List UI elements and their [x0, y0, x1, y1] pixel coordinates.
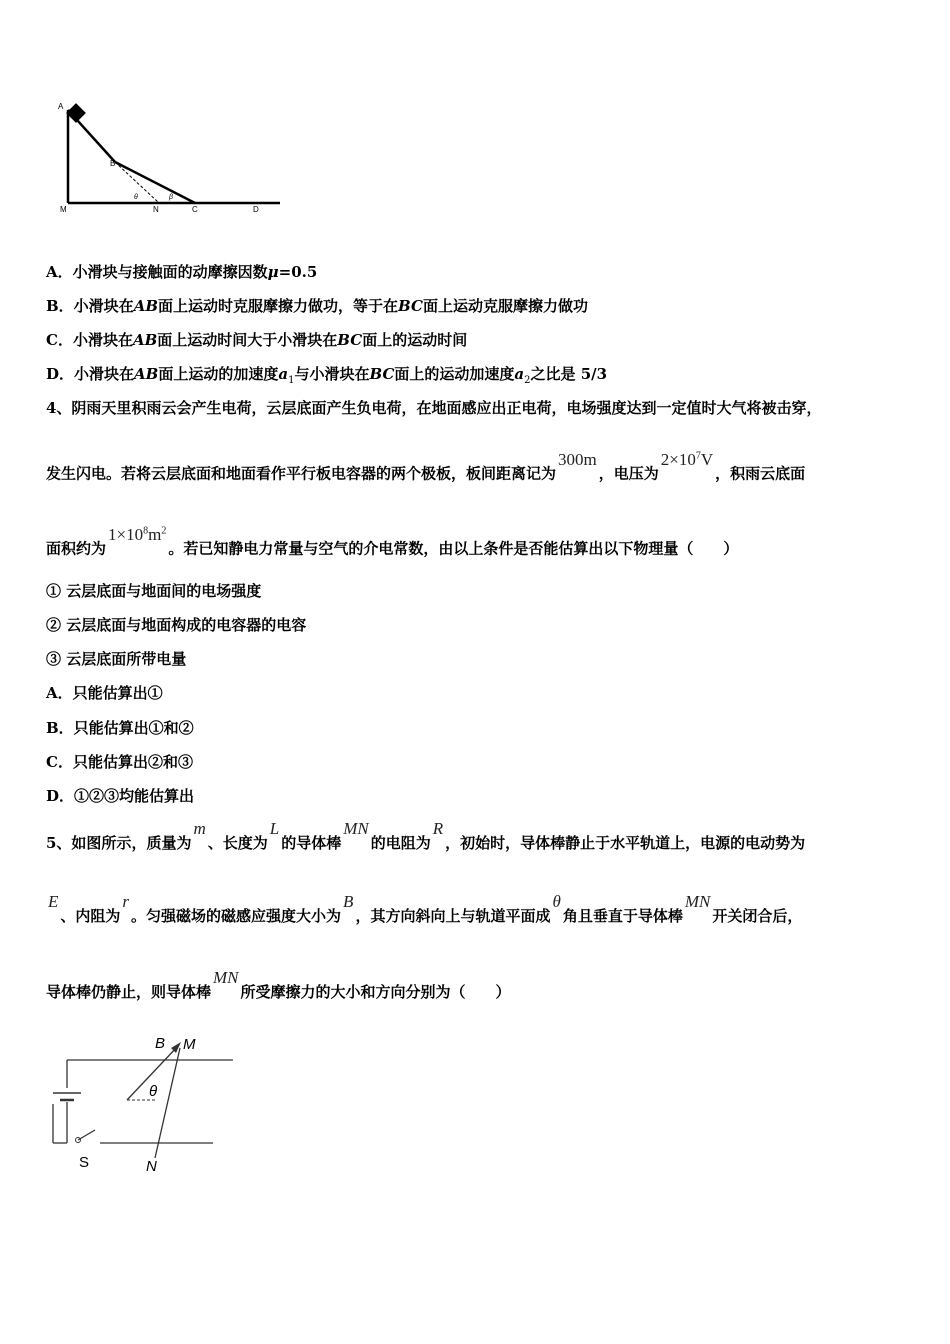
label-d: D	[253, 205, 259, 214]
label-theta: θ	[149, 1083, 158, 1100]
label-b: B	[110, 159, 116, 168]
label-m: M	[183, 1036, 196, 1053]
area-value: $1\times 10^8m^2$	[108, 524, 167, 544]
distance-value: 300m	[558, 449, 597, 469]
q4-option-c: C．只能估算出②和③	[46, 753, 193, 771]
circuit-figure	[45, 1030, 245, 1180]
label-b: B	[155, 1035, 166, 1052]
q3-option-a: A．小滑块与接触面的动摩擦因数μ=0.5	[46, 263, 318, 281]
q4-option-a: A．只能估算出①	[46, 684, 163, 702]
label-beta: β	[169, 194, 173, 201]
q3-option-d: D．小滑块在AB面上运动的加速度$a_1$与小滑块在BC面上的运动加速度$a_2$之比是 5/3	[46, 365, 608, 386]
q4-item-2: ② 云层底面与地面构成的电容器的电容	[46, 616, 307, 634]
conductor-rod-mn	[155, 1048, 180, 1158]
label-alpha: θ	[134, 194, 138, 201]
label-a: A	[58, 102, 64, 111]
q4-line-2: 发生闪电。若将云层底面和地面看作平行板电容器的两个极板，板间距离记为300m，电压为$2\times 10^7V$，积雨云底面	[46, 449, 806, 483]
q5-line-2: E、内阻为r。匀强磁场的磁感应强度大小为B，其方向斜向上与轨道平面成θ角且垂直于导体棒MN开关闭合后，	[48, 892, 803, 925]
q3-option-b: B．小滑块在AB面上运动时克服摩擦力做功，等于在BC面上运动克服摩擦力做功	[46, 297, 588, 315]
voltage-value: $2\times 10^7V$	[660, 449, 714, 469]
q4-line-3: 面积约为$1\times 10^8m^2$。若已知静电力常量与空气的介电常数，由以上条件是否能估算出以下物理量（ ）	[46, 524, 739, 558]
q5-line-3: 导体棒仍静止，则导体棒MN所受摩擦力的大小和方向分别为（ ）	[46, 968, 511, 1001]
q3-option-c: C．小滑块在AB面上运动时间大于小滑块在BC面上的运动时间	[46, 331, 468, 349]
q4-line-1: 4、阴雨天里积雨云会产生电荷，云层底面产生负电荷，在地面感应出正电荷，电场强度达到一定值时大气将被击穿，	[46, 399, 822, 417]
surface-bc	[115, 162, 195, 203]
q5-line-1: 5、如图所示，质量为m、长度为L的导体棒MN的电阻为R，初始时，导体棒静止于水平轨道上，电源的电动势为	[46, 819, 806, 852]
label-c: C	[192, 205, 198, 214]
label-n: N	[153, 205, 159, 214]
label-s: S	[79, 1154, 90, 1171]
incline-figure	[55, 100, 285, 218]
q4-item-1: ① 云层底面与地面间的电场强度	[46, 582, 262, 600]
q4-item-3: ③ 云层底面所带电量	[46, 650, 187, 668]
label-n: N	[146, 1158, 157, 1175]
label-m: M	[60, 205, 67, 214]
q4-option-b: B．只能估算出①和②	[46, 719, 194, 737]
q4-option-d: D．①②③均能估算出	[46, 787, 195, 805]
